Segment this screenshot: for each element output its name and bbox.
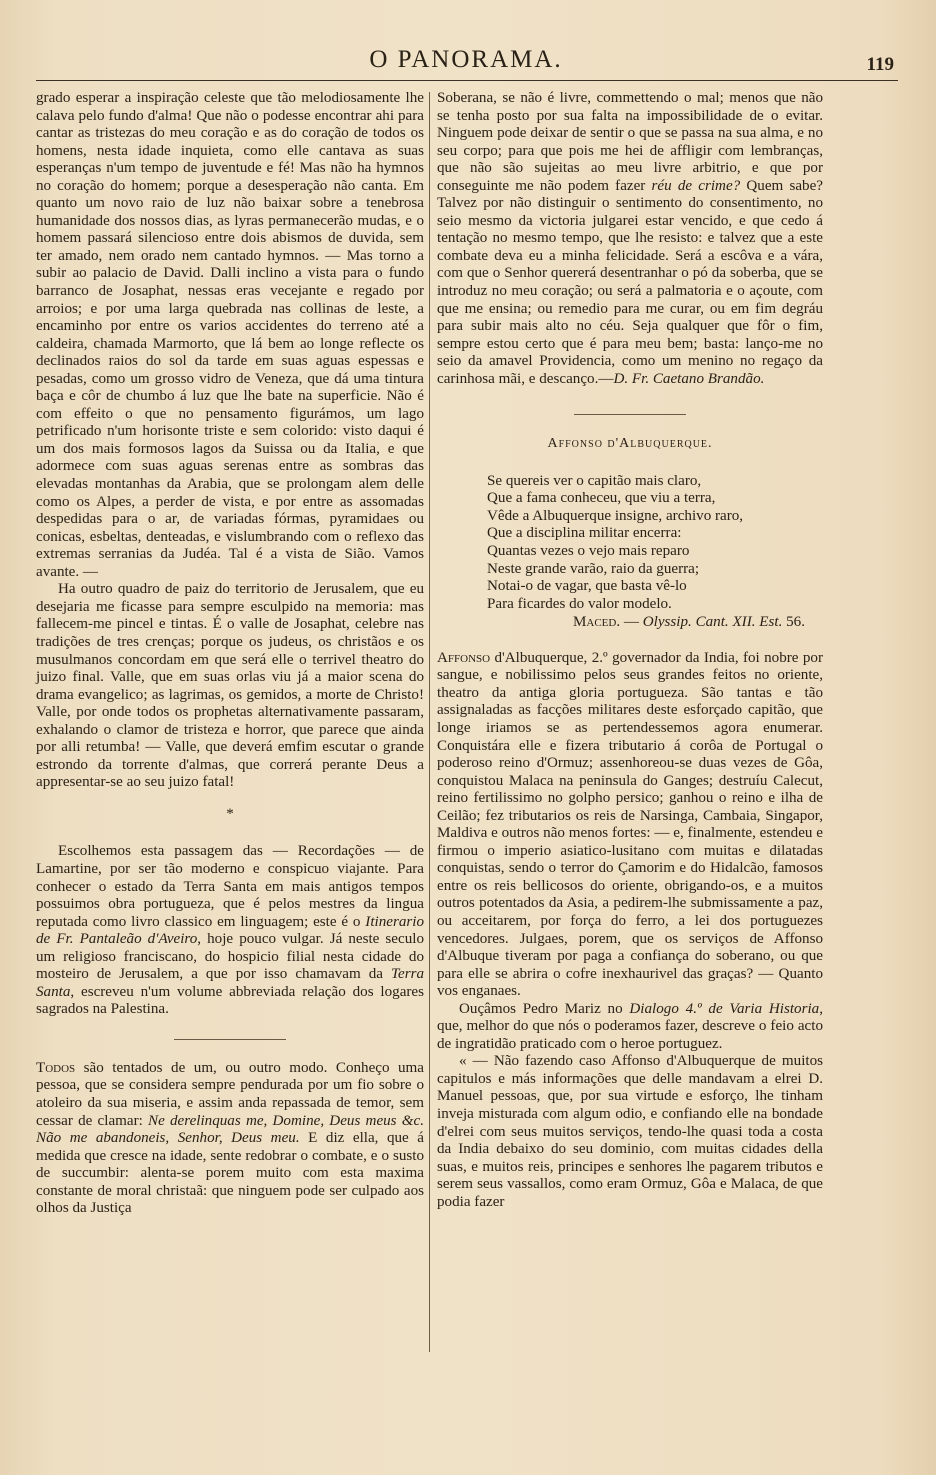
journal-title: O PANORAMA. xyxy=(369,46,563,73)
mariz-text-a: Ouçâmos Pedro Mariz no xyxy=(459,1000,630,1017)
verse-line: Notai-o de vagar, que basta vê-lo xyxy=(487,578,687,595)
terra-santa-title: Terra Santa xyxy=(36,966,424,1000)
todos-text-b: E diz ella, que á medida que cresce na idade, sente redobrar o combate, e o susto de succumbir: alenta-se porem muito com esta maxima constante de moral christaã: que ninguem pode ser culpado aos olhos da Justiça xyxy=(36,1130,424,1217)
page-number: 119 xyxy=(866,54,894,75)
editorial-note-text-b: , hoje pouco vulgar. Já neste seculo um religioso franciscano, do hospicio filial nesta cidade do mosteiro de Jerusalem, a que por isso chamavam da xyxy=(36,931,424,983)
verse-line: Que a disciplina militar encerra: xyxy=(487,525,682,542)
todos-text-a: são tentados de um, ou outro modo. Conheço uma pessoa, que se considera sempre pendurada por um fio sobre o atoleiro da sua miseria, e assim anda repassada de temor, sem cessar de clamar: xyxy=(36,1059,424,1129)
albuquerque-text: d'Albuquerque, 2.º governador da India, foi nobre por sangue, e nobilissimo pelos seus grandes feitos no oriente, theatro da antiga gloria portugueza. São tantas e tão assignaladas as facções militares deste esforçado capitão, que longe iriamos se as pertendessemos agora enumerar. Conquistára elle e fizera tributario á corôa de Portugal o poderoso reino d'Ormuz; assenhoreou-se duas vezes de Gôa, conquistou Malaca na peninsula do Ganges; destruíu Calecut, reino fertilissimo no golpho persico; ganhou o reino e ilha de Ceilão; fez tributarios os reis de Narsinga, Cambaia, Singapor, Maldiva e outros não menos fortes: — e, finalmente, estendeu e firmou o imperio asiatico-lusitano com muitas e dilatadas conquistas, sendo o terror do Çamorim e do Hidalcão, famosos entre os reis bellicosos do oriente, obrigando-os, e a muitos outros potentados da Asia, a pedirem-lhe submissamente a paz, ou acceitarem, por força do ferro, a lei dos portuguezes vencedores. Julgaes, porem, que os serviços de Affonso d'Albuque tiveram por paga a confiança do soberano, ou que para elle se abrira o cofre inexhaurivel das graças? — Quanto vos enganaes. xyxy=(437,649,823,1000)
verse-line: Se quereis ver o capitão mais claro, xyxy=(487,472,702,489)
lamartine-paragraph-2: Ha outro quadro de paiz do territorio de Jerusalem, que eu desejaria me ficasse para sempre esculpido na memoria: mas fallecem-me pincel e tintas. É o valle de Josaphat, celebre nas tradições de tres crenças; porque os judeus, os christãos e os musulmanos concordam em que será elle o terrivel theatro do juizo final. Valle, que em suas orlas viu já a maior scena do drama evangelico; as lagrimas, os gemidos, a morte de Christo! Valle, por onde todos os prophetas alternativamente passaram, exhalando o clamor de tristeza e horror, que parece que ainda por alli retumba! — Valle, que deverá emfim escutar o grande estrondo da torrente d'almas, que correrá perante Deus a appresentar-se ao seu juizo fatal! xyxy=(36,581,424,791)
brandao-author: D. Fr. Caetano Brandão. xyxy=(613,370,765,387)
left-column xyxy=(36,90,424,1218)
editorial-note-text-a: Escolhemos esta passagem das — Recordações — de Lamartine, por ser tão moderno e conspicuo viajante. Para conhecer o estado da Terra Santa em mais antigos tempos possuimos obra portugueza, que é pelos mestres da lingua reputada como livro classico em linguagem; este é o xyxy=(36,843,424,930)
reu-de-crime: réu de crime? xyxy=(651,177,741,194)
editorial-note-paragraph xyxy=(36,843,424,1018)
section-separator xyxy=(174,1039,286,1040)
albuquerque-paragraph-2 xyxy=(437,1001,823,1054)
todos-paragraph xyxy=(36,1060,424,1218)
verse-line: Neste grande varão, raio da guerra; xyxy=(487,560,700,577)
verse-line: Que a fama conheceu, que viu a terra, xyxy=(487,490,716,507)
section-separator-right xyxy=(574,414,686,415)
dialogo-title: Dialogo 4.º de Varia Historia xyxy=(629,1000,820,1017)
albuquerque-paragraph-3: « — Não fazendo caso Affonso d'Albuquerque de muitos capitulos e más informações que delle mandavam a elrei D. Manuel pessoas, que, por sua virtude e esforço, lhe tinham inveja misturada com algum odio, e confiando elle na bondade d'elrei com seus muitos serviços, tendo-lhe quasi toda a costa da India debaixo do seu dominio, com muitas cidades della suas, e muitos reis, principes e senhores lhe pagarem tributos e serem seus vassallos, como eram Ormuz, Gôa e Malaca, de que podia fazer xyxy=(437,1053,823,1210)
column-rule xyxy=(429,92,430,1352)
header-rule xyxy=(36,80,898,81)
editorial-note-text-c: , escreveu n'um volume abbreviada relação dos logares sagrados na Palestina. xyxy=(36,983,424,1018)
attribution-author: Maced. — xyxy=(572,614,643,631)
page-header xyxy=(36,44,896,82)
brandao-text-b: Quem sabe? Talvez por não distinguir o sentimento do consentimento, no seio mesmo da victoria julgarei estar vencido, e que cedo á tentação no mesmo tempo, que lhe resisto: e talvez que a este combate deva eu a minha felicidade. Será a escôva e a vára, com que o Senhor quererá desentranhar o pó da soberba, que se introduz no meu coração; ou será a palmatoria e o açoute, com que me ensina; ou remedio para me curar, ou em fim degráu para subir mais alto no céu. Seja qualquer que fôr o fim, sempre estou certo que é para meu bem; basta: lanço-me no seio da amavel Providencia, como um menino no regaço da carinhosa mãi, e descanço.— xyxy=(437,177,823,387)
albuquerque-paragraph-1 xyxy=(437,650,823,1001)
attribution-work: Olyssip. Cant. XII. Est. xyxy=(642,614,783,631)
lamartine-paragraph-1: grado esperar a inspiração celeste que tão melodiosamente lhe calava pelo fundo d'alma! Que não o podesse encontrar ahi para cantar as tristezas do meu coração e as do coração de todos os homens, nesta idade inquieta, como elle cantava as suas esperanças n'um tempo de juventude e fé! Mas não ha hymnos no coração do homem; porque a desesperação não canta. Em quanto um novo raio de luz não baixar sobre a tenebrosa humanidade dos nossos dias, as lyras permanecerão mudas, e o homem passará silencioso entre dois abismos de duvida, sem ter amado, nem orado nem cantado hymnos. — Mas torno a subir ao palacio de David. Dalli inclino a vista para o fundo barranco de Josaphat, nessas eras vecejante e regado por arroios; e por uma larga quebrada nas collinas de leste, a encaminho por entre os varios accidentes do terreno até a caldeira, chamada Marmorto, que lá bem ao longe reflecte os declinados raios do sol da tarde em suas aguas espessas e pesadas, como um grosso vidro de Veneza, que dá uma tintura baça e côr de chumbo á luz que lhe bate na superficie. Não é com effeito o que no pensamento figurámos, um lago petrificado n'um horisonte triste e sem colorido: visto daqui é um dos mais formosos lagos da Suissa ou da Italia, e que adormece com suas aguas serenas entre as sombras das elevadas montanhas da Arabia, que se prolongam alem delle como os Alpes, a perder de vista, e por entre as assomadas despedidas para o ar, de variadas fórmas, pyramidaes ou conicas, esbeltas, denteadas, e vislumbrando com o reflexo das extremas serranias da Judéa. Tal é a vista de Sião. Vamos avante. — xyxy=(36,90,424,580)
right-column xyxy=(437,90,823,1211)
todos-dropword: Todos xyxy=(36,1059,76,1076)
verse-block xyxy=(487,473,823,613)
asterisk-ornament: * xyxy=(226,805,234,822)
affonso-dropword: Affonso xyxy=(437,649,491,666)
brandao-text-a: Soberana, se não é livre, commettendo o mal; menos que não se tenha posto por sua falta na impossibilidade de o evitar. Ninguem pode deixar de sentir o que se passa na sua alma, e no seu corpo; para que pois me hei de affligir com lembranças, que não são sujeitas ao meu livre arbitrio, e que por conseguinte me não podem fazer xyxy=(437,90,823,194)
attribution-stanza: 56. xyxy=(782,614,805,631)
brandao-paragraph xyxy=(437,90,823,388)
latin-quote: Ne derelinquas me, Domine, Deus meus &c. Não me abandoneis, Senhor, Deus meu. xyxy=(36,1112,424,1147)
verse-attribution xyxy=(437,614,805,632)
albuquerque-section-title: Affonso d'Albuquerque. xyxy=(547,436,713,452)
verse-line: Vêde a Albuquerque insigne, archivo raro, xyxy=(487,507,744,524)
itinerario-title: Itinerario de Fr. Pantaleão d'Aveiro xyxy=(36,913,424,948)
verse-line: Para ficardes do valor modelo. xyxy=(487,595,672,612)
mariz-text-b: , que, melhor do que nós o poderamos fazer, descreve o feio acto de ingratidão praticado com o heroe portuguez. xyxy=(437,1000,823,1052)
verse-line: Quantas vezes o vejo mais reparo xyxy=(487,543,690,560)
